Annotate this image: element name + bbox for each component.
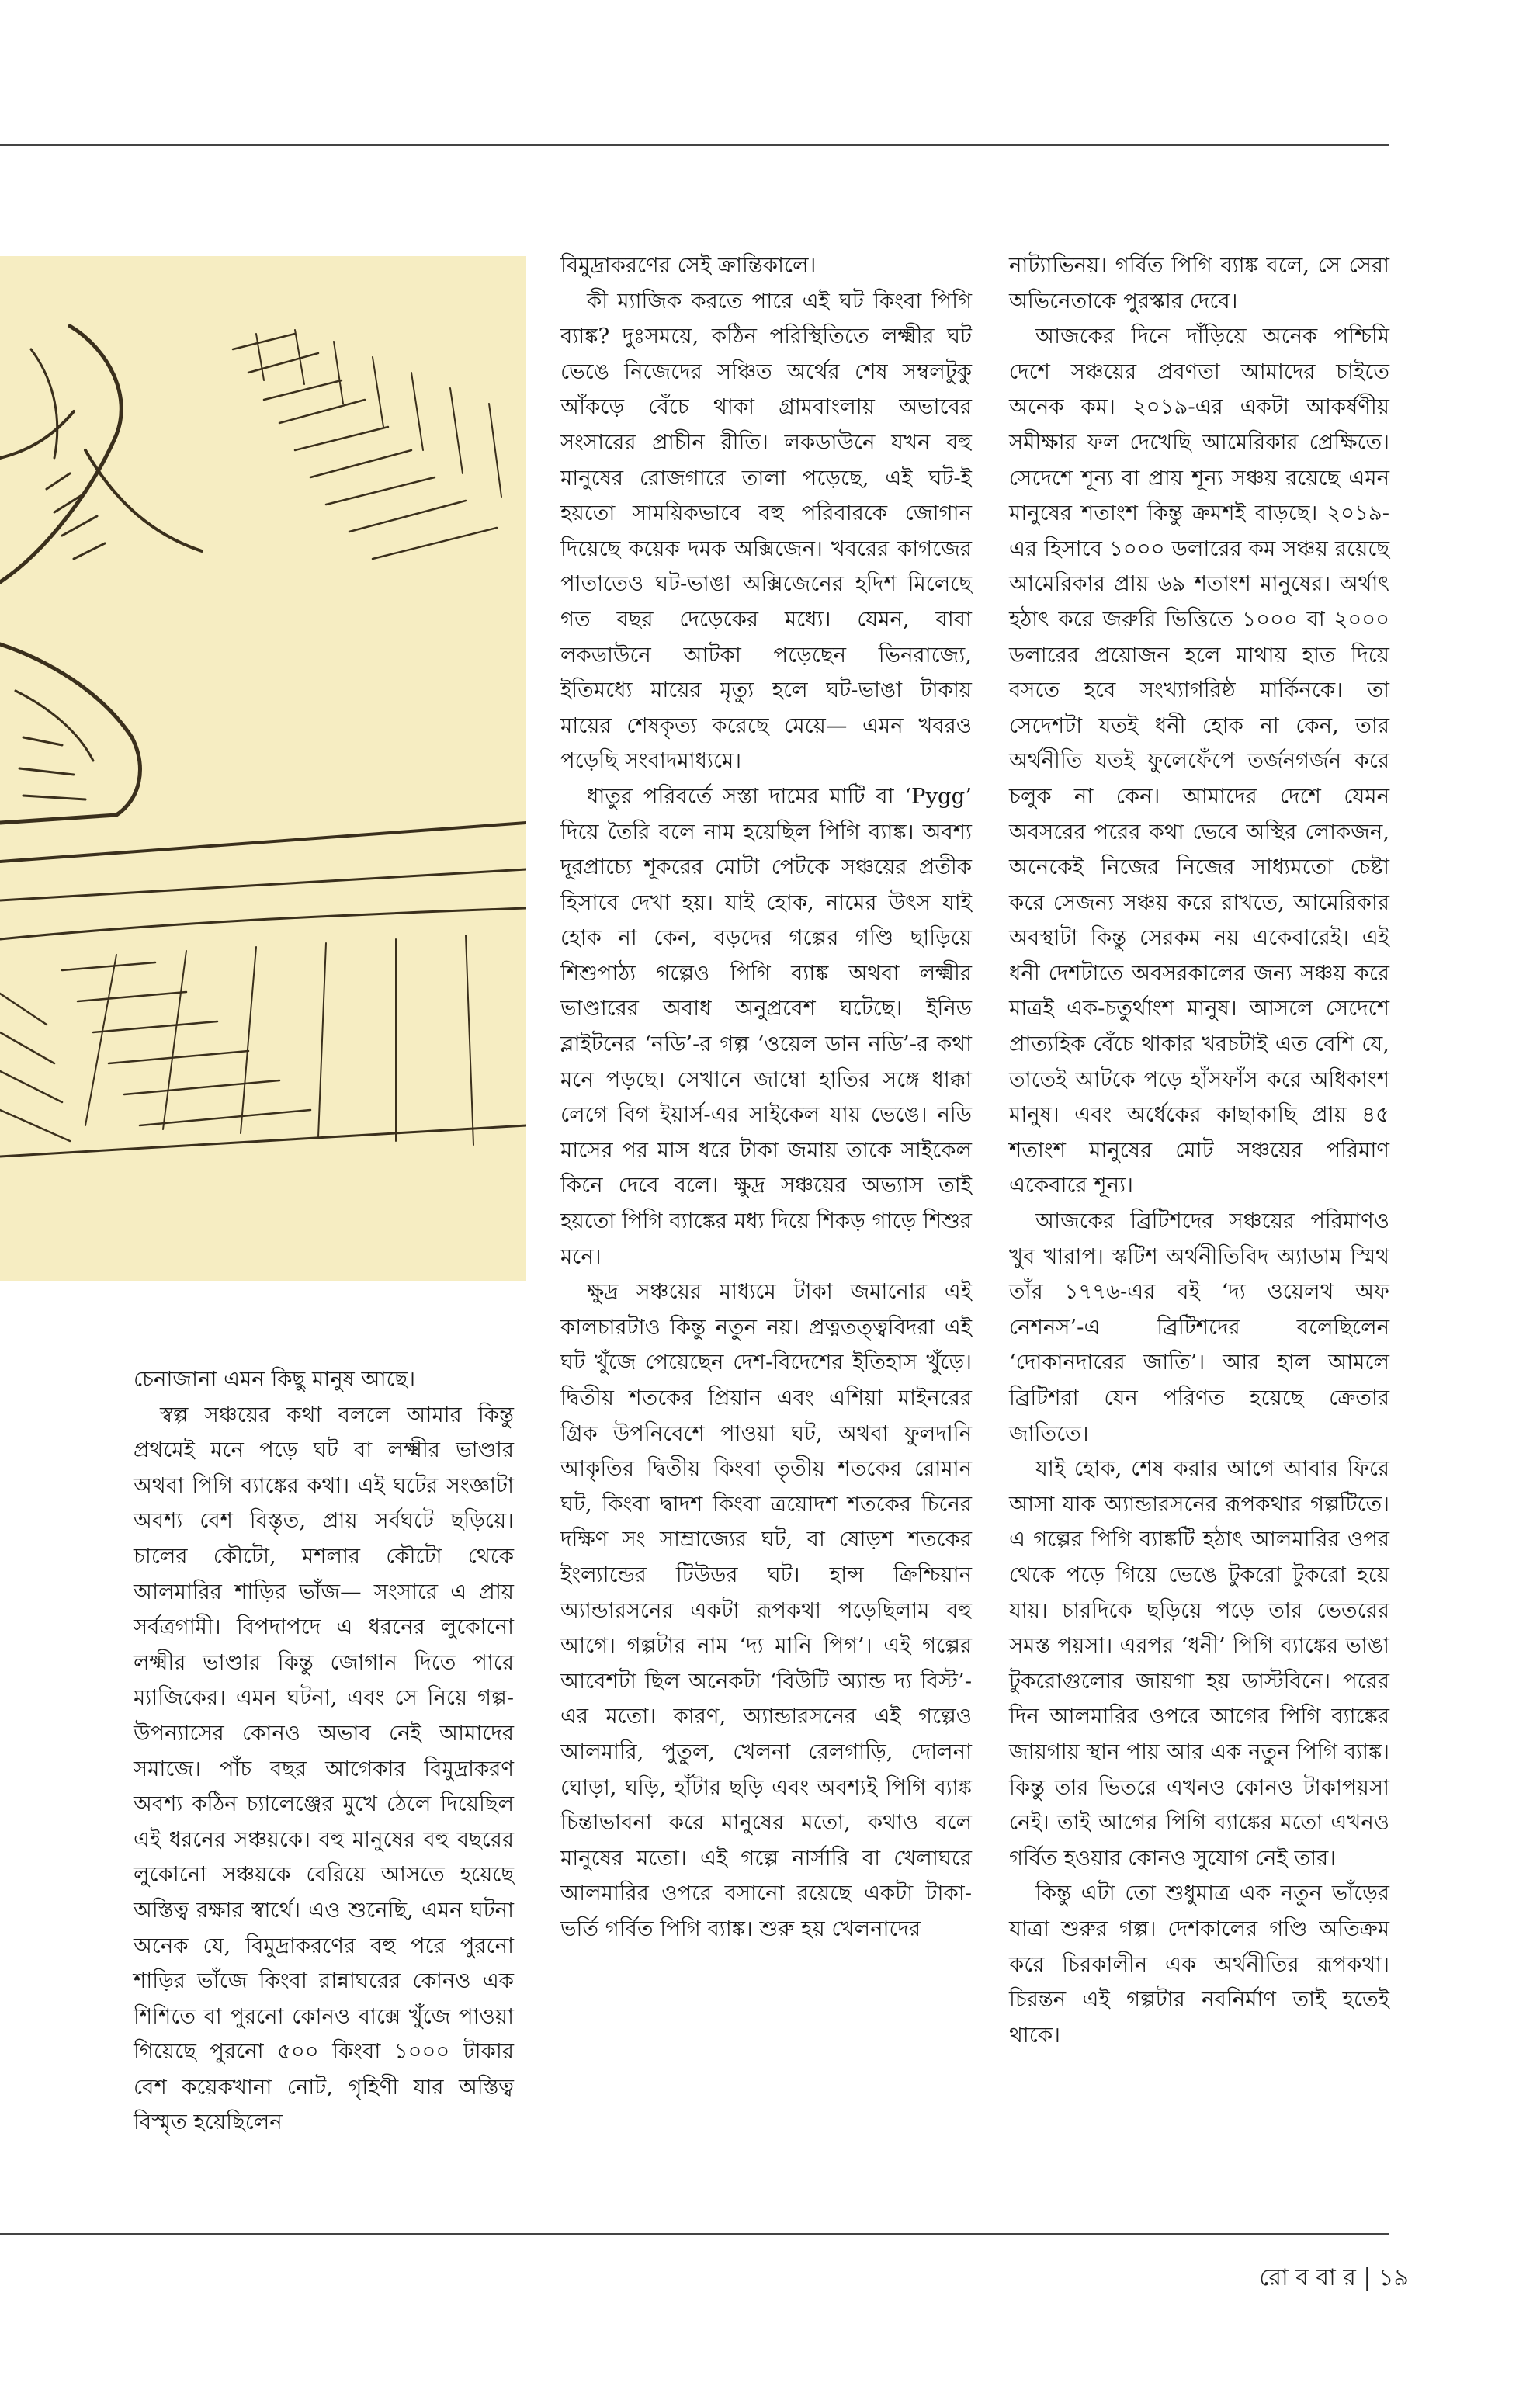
- top-rule: [0, 144, 1389, 146]
- paragraph: চেনাজানা এমন কিছু মানুষ আছে।: [134, 1367, 416, 1392]
- paragraph: ধাতুর পরিবর্তে সস্তা দামের মাটি বা ‘Pygg’ দিয়ে তৈরি বলে নাম হয়েছিল পিগি ব্যাঙ্ক। অবশ্য দূরপ্রাচ্যে শূকরের মোটা পেটকে সঞ্চয়ের প্রতীক হিসাবে দেখা হয়। যাই হোক, নামের উৎস যাই হোক না কেন, বড়দের গল্পের গণ্ডি ছাড়িয়ে শিশুপাঠ্য গল্পেও পিগি ব্যাঙ্ক অথবা লক্ষ্মীর ভাণ্ডারের অবাধ অনুপ্রবেশ ঘটেছে। ইনিড ব্লাইটনের ‘নডি’-র গল্প ‘ওয়েল ডান নডি’-র কথা মনে পড়ছে। সেখানে জাম্বো হাতির সঙ্গে ধাক্কা লেগে বিগ ইয়ার্স-এর সাইকেল যায় ভেঙে। নডি মাসের পর মাস ধরে টাকা জমায় তাকে সাইকেল কিনে দেবে বলে। ক্ষুদ্র সঞ্চয়ের অভ্যাস তাই হয়তো পিগি ব্যাঙ্কের মধ্য দিয়ে শিকড় গাড়ে শিশুর মনে।: [560, 783, 972, 1269]
- magazine-name: রো ব বা র: [1259, 2264, 1356, 2291]
- page-footer: [1087, 2259, 1409, 2298]
- page-number: ১৯: [1379, 2264, 1409, 2291]
- ink-sketch-image: [0, 256, 526, 1203]
- article-column-1: [134, 1362, 514, 2141]
- paragraph: নাট্যাভিনয়। গর্বিত পিগি ব্যাঙ্ক বলে, সে সেরা অভিনেতাকে পুরস্কার দেবে।: [1009, 253, 1389, 314]
- paragraph: ক্ষুদ্র সঞ্চয়ের মাধ্যমে টাকা জমানোর এই কালচারটাও কিন্তু নতুন নয়। প্রত্নতত্ত্ববিদরা এই ঘট খুঁজে পেয়েছেন দেশ-বিদেশের ইতিহাস খুঁড়ে। দ্বিতীয় শতকের প্রিয়ান এবং এশিয়া মাইনরের গ্রিক উপনিবেশে পাওয়া ঘট, অথবা ফুলদানি আকৃতির দ্বিতীয় কিংবা তৃতীয় শতকের রোমান ঘট, কিংবা দ্বাদশ কিংবা ত্রয়োদশ শতকের চিনের দক্ষিণ সং সাম্রাজ্যের ঘট, বা ষোড়শ শতকের ইংল্যান্ডের টিউডর ঘট। হান্স ক্রিশ্চিয়ান অ্যান্ডারসনের একটা রূপকথা পড়েছিলাম বহু আগে। গল্পটার নাম ‘দ্য মানি পিগ’। এই গল্পের আবেশটা ছিল অনেকটা ‘বিউটি অ্যান্ড দ্য বিস্ট’-এর মতো। কারণ, অ্যান্ডারসনের এই গল্পেও আলমারি, পুতুল, খেলনা রেলগাড়ি, দোলনা ঘোড়া, ঘড়ি, হাঁটার ছড়ি এবং অবশ্যই পিগি ব্যাঙ্ক চিন্তাভাবনা করে মানুষের মতো, কথাও বলে মানুষের মতো। এই গল্পে নার্সারি বা খেলাঘরে আলমারির ওপরে বসানো রয়েছে একটা টাকা-ভর্তি গর্বিত পিগি ব্যাঙ্ক। শুরু হয় খেলনাদের: [560, 1279, 972, 1941]
- paragraph: আজকের ব্রিটিশদের সঞ্চয়ের পরিমাণও খুব খারাপ। স্কটিশ অর্থনীতিবিদ অ্যাডাম স্মিথ তাঁর ১৭৭৬-এর বই ‘দ্য ওয়েলথ অফ নেশনস’-এ ব্রিটিশদের বলেছিলেন ‘দোকানদারের জাতি’। আর হাল আমলে ব্রিটিশরা যেন পরিণত হয়েছে ক্রেতার জাতিতে।: [1009, 1209, 1389, 1446]
- article-column-3: [1009, 248, 1389, 2053]
- paragraph: কিন্তু এটা তো শুধুমাত্র এক নতুন ভাঁড়ের যাত্রা শুরুর গল্প। দেশকালের গণ্ডি অতিক্রম করে চিরকালীন এক অর্থনীতির রূপকথা। চিরন্তন এই গল্পটার নবনির্মাণ তাই হতেই থাকে।: [1009, 1881, 1389, 2048]
- footer-separator: |: [1363, 2264, 1372, 2291]
- bottom-rule: [0, 2233, 1389, 2235]
- paragraph: কী ম্যাজিক করতে পারে এই ঘট কিংবা পিগি ব্যাঙ্ক? দুঃসময়ে, কঠিন পরিস্থিতিতে লক্ষ্মীর ঘট ভেঙে নিজেদের সঞ্চিত অর্থের শেষ সম্বলটুকু আঁকড়ে বেঁচে থাকা গ্রামবাংলায় অভাবের সংসারের প্রাচীন রীতি। লকডাউনে যখন বহু মানুষের রোজগারে তালা পড়েছে, এই ঘট-ই হয়তো সাময়িকভাবে বহু পরিবারকে জোগান দিয়েছে কয়েক দমক অক্সিজেন। খবরের কাগজের পাতাতেও ঘট-ভাঙা অক্সিজেনের হদিশ মিলেছে গত বছর দেড়েকের মধ্যে। যেমন, বাবা লকডাউনে আটকা পড়েছেন ভিনরাজ্যে, ইতিমধ্যে মায়ের মৃত্যু হলে ঘট-ভাঙা টাকায় মায়ের শেষকৃত্য করেছে মেয়ে— এমন খবরও পড়েছি সংবাদমাধ্যমে।: [560, 288, 972, 774]
- paragraph: যাই হোক, শেষ করার আগে আবার ফিরে আসা যাক অ্যান্ডারসনের রূপকথার গল্পটিতে। এ গল্পের পিগি ব্যাঙ্কটি হঠাৎ আলমারির ওপর থেকে পড়ে গিয়ে ভেঙে টুকরো টুকরো হয়ে যায়। চারদিকে ছড়িয়ে পড়ে তার ভেতরের সমস্ত পয়সা। এরপর ‘ধনী’ পিগি ব্যাঙ্কের ভাঙা টুকরোগুলোর জায়গা হয় ডাস্টবিনে। পরের দিন আলমারির ওপরে আগের পিগি ব্যাঙ্কের জায়গায় স্থান পায় আর এক নতুন পিগি ব্যাঙ্ক। কিন্তু তার ভিতরে এখনও কোনও টাকাপয়সা নেই। তাই আগের পিগি ব্যাঙ্কের মতো এখনও গর্বিত হওয়ার কোনও সুযোগ নেই তার।: [1009, 1456, 1389, 1871]
- article-column-2: [560, 248, 972, 1947]
- paragraph: স্বল্প সঞ্চয়ের কথা বললে আমার কিন্তু প্রথমেই মনে পড়ে ঘট বা লক্ষ্মীর ভাণ্ডার অথবা পিগি ব্যাঙ্কের কথা। এই ঘটের সংজ্ঞাটা অবশ্য বেশ বিস্তৃত, প্রায় সর্বঘটে ছড়িয়ে। চালের কৌটো, মশলার কৌটো থেকে আলমারির শাড়ির ভাঁজ— সংসারে এ প্রায় সর্বত্রগামী। বিপদাপদে এ ধরনের লুকোনো লক্ষ্মীর ভাণ্ডার কিন্তু জোগান দিতে পারে ম্যাজিকের। এমন ঘটনা, এবং সে নিয়ে গল্প-উপন্যাসের কোনও অভাব নেই আমাদের সমাজে। পাঁচ বছর আগেকার বিমুদ্রাকরণ অবশ্য কঠিন চ্যালেঞ্জের মুখে ঠেলে দিয়েছিল এই ধরনের সঞ্চয়কে। বহু মানুষের বহু বছরের লুকোনো সঞ্চয়কে বেরিয়ে আসতে হয়েছে অস্তিত্ব রক্ষার স্বার্থে। এও শুনেছি, এমন ঘটনা অনেক যে, বিমুদ্রাকরণের বহু পরে পুরনো শাড়ির ভাঁজে কিংবা রান্নাঘরের কোনও এক শিশিতে বা পুরনো কোনও বাক্সে খুঁজে পাওয়া গিয়েছে পুরনো ৫০০ কিংবা ১০০০ টাকার বেশ কয়েকখানা নোট, গৃহিণী যার অস্তিত্ব বিস্মৃত হয়েছিলেন: [134, 1402, 514, 2135]
- paragraph: আজকের দিনে দাঁড়িয়ে অনেক পশ্চিমি দেশে সঞ্চয়ের প্রবণতা আমাদের চাইতে অনেক কম। ২০১৯-এর একটা আকর্ষণীয় সমীক্ষার ফল দেখেছি আমেরিকার প্রেক্ষিতে। সেদেশে শূন্য বা প্রায় শূন্য সঞ্চয় রয়েছে এমন মানুষের শতাংশ কিন্তু ক্রমশই বাড়ছে। ২০১৯-এর হিসাবে ১০০০ ডলারের কম সঞ্চয় রয়েছে আমেরিকার প্রায় ৬৯ শতাংশ মানুষের। অর্থাৎ হঠাৎ করে জরুরি ভিত্তিতে ১০০০ বা ২০০০ ডলারের প্রয়োজন হলে মাথায় হাত দিয়ে বসতে হবে সংখ্যাগরিষ্ঠ মার্কিনকে। তা সেদেশটা যতই ধনী হোক না কেন, তার অর্থনীতি যতই ফুলেফেঁপে তর্জনগর্জন করে চলুক না কেন। আমাদের দেশে যেমন অবসরের পরের কথা ভেবে অস্থির লোকজন, অনেকেই নিজের নিজের সাধ্যমতো চেষ্টা করে সেজন্য সঞ্চয় করে রাখতে, আমেরিকার অবস্থাটা কিন্তু সেরকম নয় একেবারেই। এই ধনী দেশটাতে অবসরকালের জন্য সঞ্চয় করে মাত্রই এক-চতুর্থাংশ মানুষ। আসলে সেদেশে প্রাত্যহিক বেঁচে থাকার খরচটাই এত বেশি যে, তাতেই আটকে পড়ে হাঁসফাঁস করে অধিকাংশ মানুষ। এবং অর্ধেকের কাছাকাছি প্রায় ৪৫ শতাংশ মানুষের মোট সঞ্চয়ের পরিমাণ একেবারে শূন্য।: [1009, 324, 1389, 1198]
- paragraph: বিমুদ্রাকরণের সেই ক্রান্তিকালে।: [560, 253, 817, 278]
- story-illustration: [0, 256, 526, 1281]
